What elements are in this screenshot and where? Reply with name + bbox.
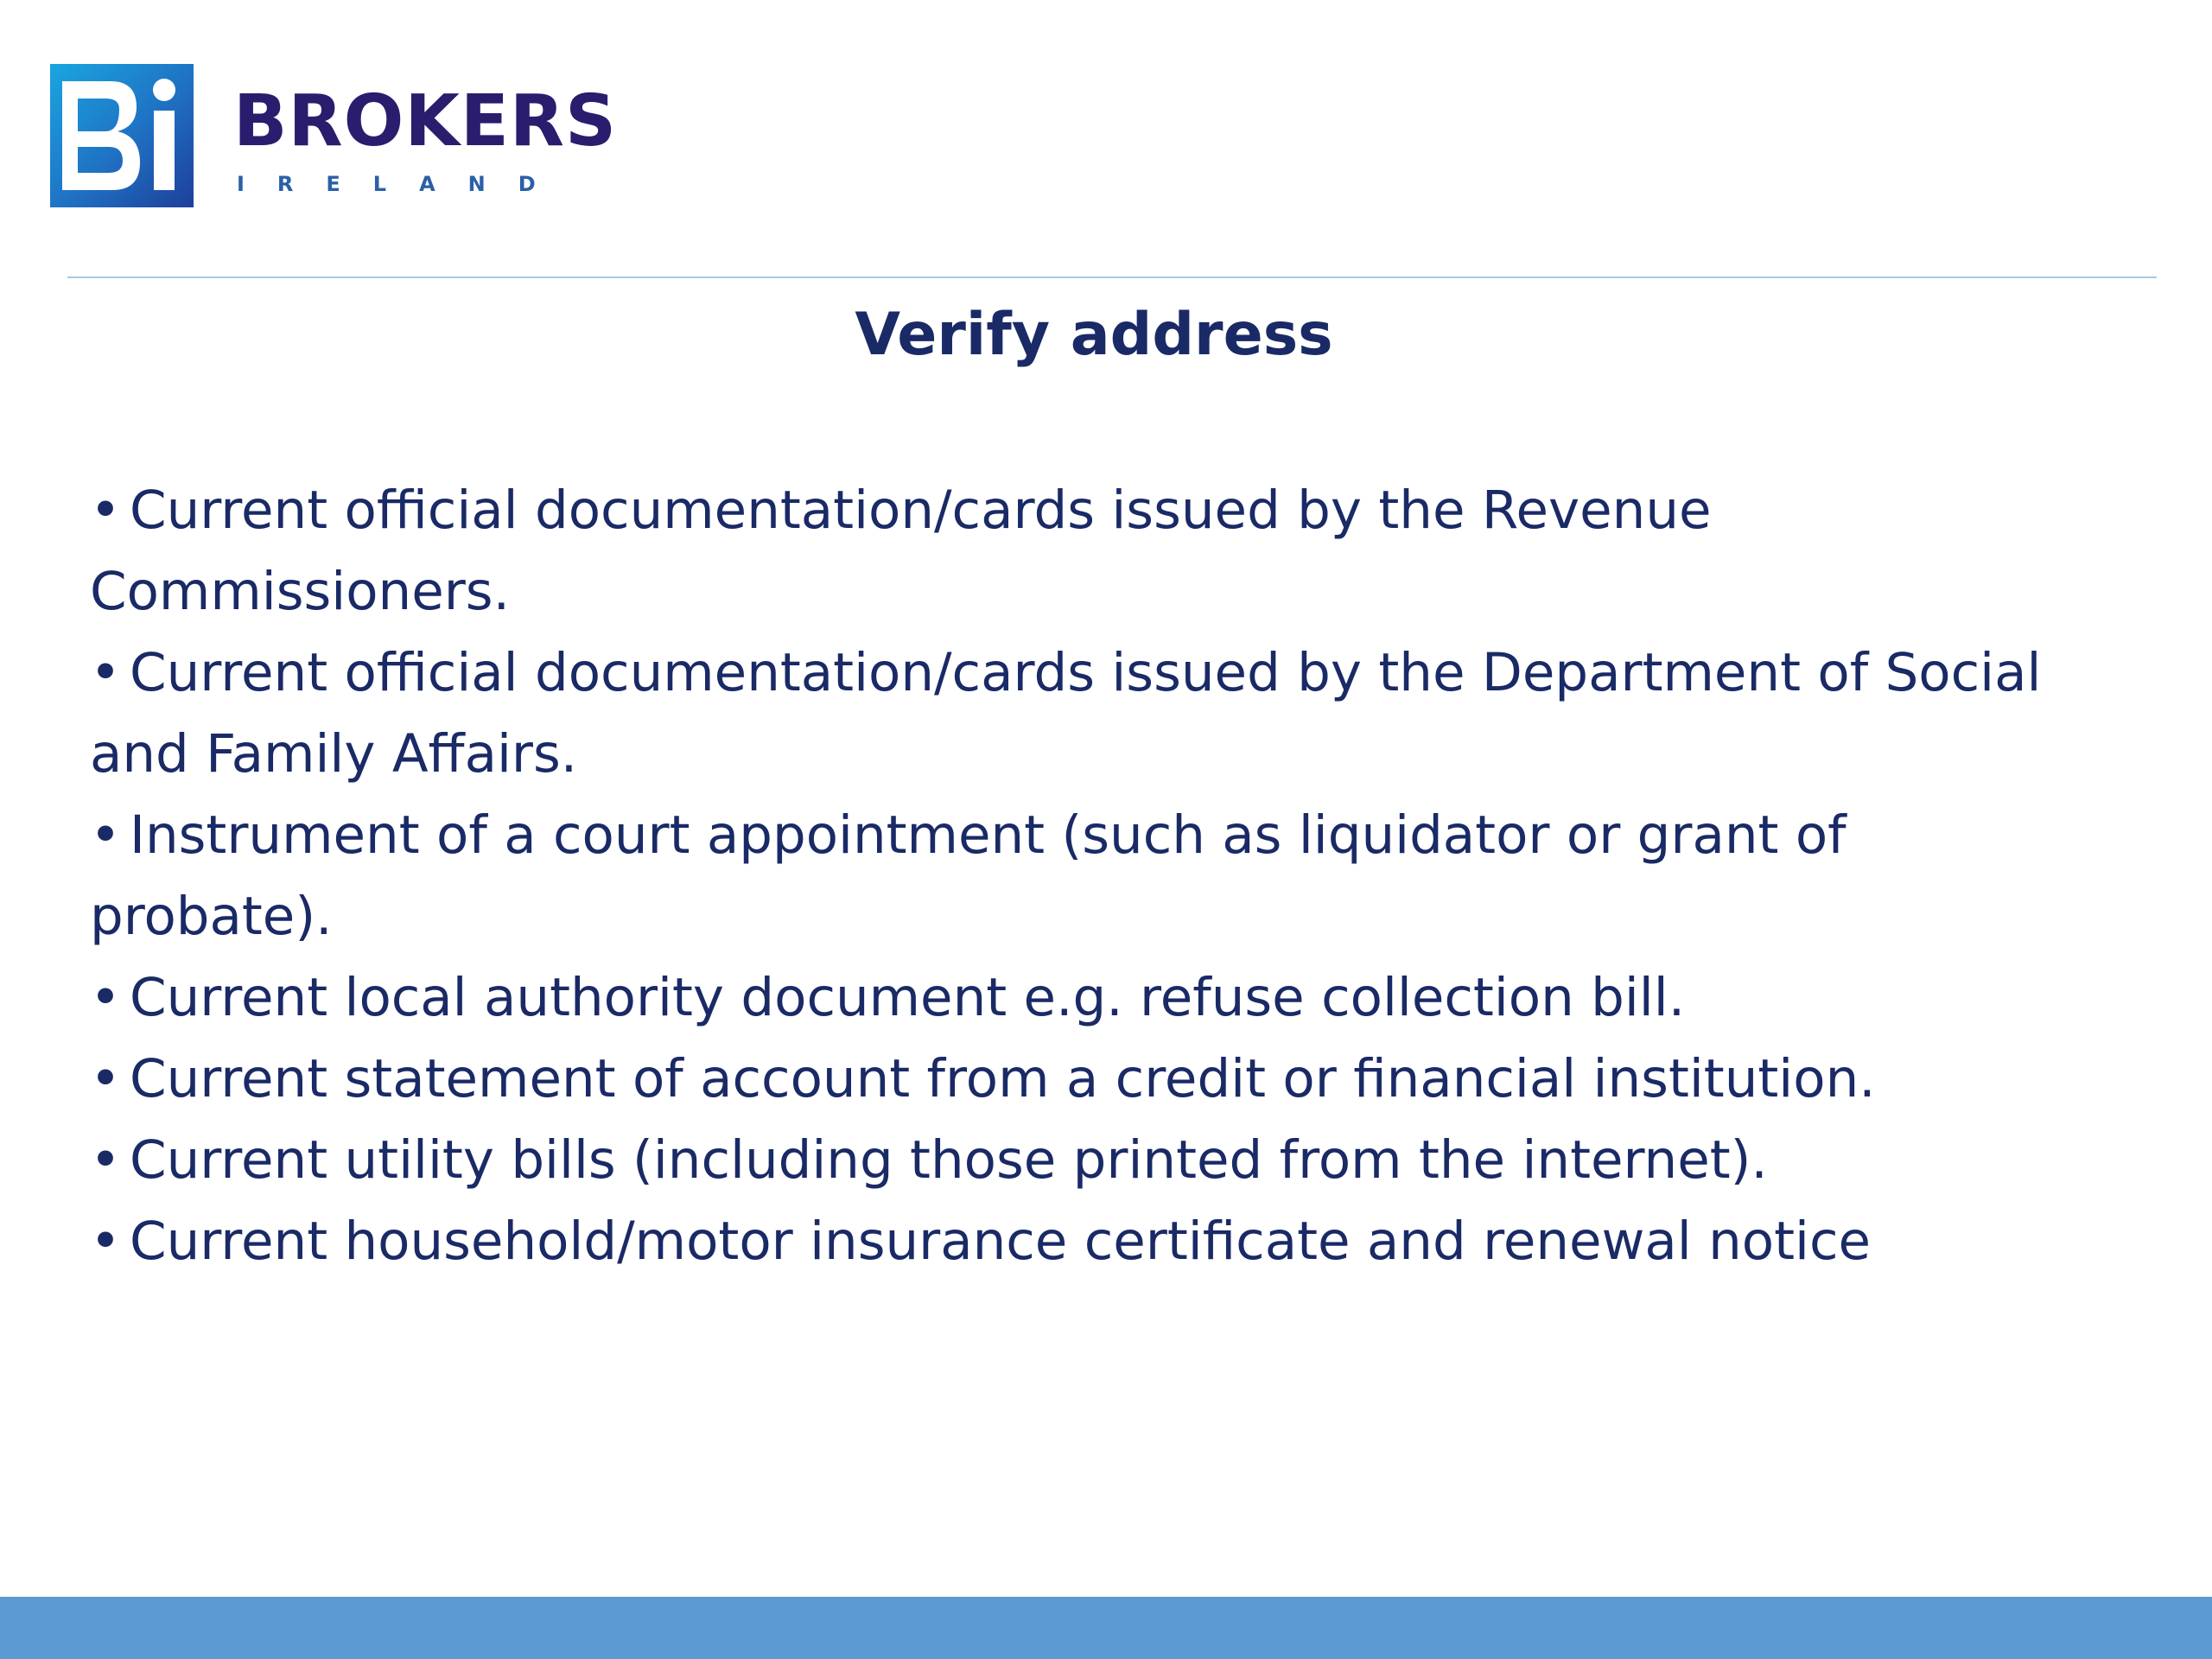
bullet-icon: • [90, 1211, 121, 1272]
list-item-text: Instrument of a court appointment (such as liquidator or grant of probate). [90, 804, 1847, 947]
bullet-icon: • [90, 1129, 121, 1191]
header-divider [67, 276, 2157, 278]
list-item [90, 470, 2094, 632]
logo-subtitle: IRELAND [237, 172, 569, 196]
bullet-icon: • [90, 804, 121, 866]
slide-title: Verify address [855, 301, 1333, 369]
bi-logo-mark-icon [50, 64, 194, 207]
list-item [90, 795, 2094, 957]
bullet-icon: • [90, 1048, 121, 1109]
bullet-list [90, 470, 2094, 1282]
logo-wordmark: BROKERS [233, 80, 618, 162]
list-item-text: Current local authority document e.g. refuse collection bill. [130, 967, 1686, 1028]
list-item [90, 632, 2094, 795]
list-item-text: Current utility bills (including those printed from the internet). [130, 1129, 1768, 1191]
list-item [90, 1201, 2094, 1282]
brokers-ireland-logo [50, 64, 638, 209]
list-item-text: Current statement of account from a credit or financial institution. [130, 1048, 1876, 1109]
list-item-text: Current household/motor insurance certificate and renewal notice [130, 1211, 1872, 1272]
list-item-text: Current official documentation/cards issued by the Department of Social and Family Affairs. [90, 642, 2042, 785]
bullet-icon: • [90, 480, 121, 541]
list-item-text: Current official documentation/cards issued by the Revenue Commissioners. [90, 480, 1712, 622]
bullet-icon: • [90, 642, 121, 703]
footer-band [0, 1597, 2212, 1659]
bullet-icon: • [90, 967, 121, 1028]
list-item [90, 957, 2094, 1039]
list-item [90, 1120, 2094, 1201]
list-item [90, 1039, 2094, 1120]
